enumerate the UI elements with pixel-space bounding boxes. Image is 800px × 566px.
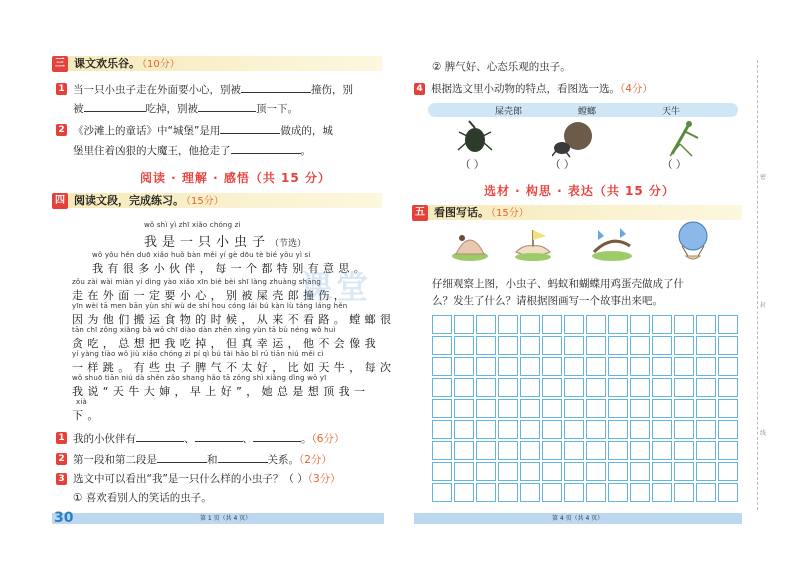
grid-cell[interactable]: [520, 420, 540, 439]
grid-cell[interactable]: [432, 315, 452, 334]
grid-cell[interactable]: [498, 462, 518, 481]
grid-cell[interactable]: [498, 357, 518, 376]
grid-cell[interactable]: [674, 378, 694, 397]
grid-cell[interactable]: [564, 399, 584, 418]
grid-cell[interactable]: [608, 357, 628, 376]
grid-cell[interactable]: [454, 399, 474, 418]
passage-line-5: 一样跳。有些虫子脾气不太好，比如天牛，每次: [72, 361, 396, 374]
grid-cell[interactable]: [564, 378, 584, 397]
grid-cell[interactable]: [476, 357, 496, 376]
seal-char-1: 密: [760, 174, 767, 181]
q1-line1: 当一只小虫子走在外面要小心，别被 撞伤，别: [73, 84, 353, 96]
grid-cell[interactable]: [674, 399, 694, 418]
section-4-title: 阅读文段，完成练习。 （15分）: [74, 194, 224, 207]
grid-cell[interactable]: [696, 462, 716, 481]
q2-number: 2: [56, 124, 67, 136]
grid-cell[interactable]: [564, 357, 584, 376]
grid-cell[interactable]: [630, 483, 650, 502]
watermark: 课堂: [300, 268, 373, 306]
grid-cell[interactable]: [432, 336, 452, 355]
section-5-title: 看图写话。 （15分）: [434, 206, 529, 219]
q4-1-blank-1[interactable]: [136, 431, 184, 442]
grid-cell[interactable]: [564, 420, 584, 439]
dung-beetle-image: [552, 118, 598, 158]
grid-cell[interactable]: [520, 336, 540, 355]
section-4-badge: 四: [52, 193, 68, 209]
grid-cell[interactable]: [674, 483, 694, 502]
grid-cell[interactable]: [608, 441, 628, 460]
beetle-image: [455, 120, 495, 156]
grid-cell[interactable]: [586, 483, 606, 502]
grid-cell[interactable]: [498, 378, 518, 397]
grid-cell[interactable]: [696, 441, 716, 460]
grid-cell[interactable]: [454, 441, 474, 460]
grid-cell[interactable]: [630, 420, 650, 439]
grid-cell[interactable]: [542, 483, 562, 502]
grid-cell[interactable]: [608, 315, 628, 334]
grid-cell[interactable]: [652, 420, 672, 439]
grid-cell[interactable]: [542, 420, 562, 439]
writing-grid[interactable]: [432, 315, 743, 505]
grid-cell[interactable]: [718, 420, 738, 439]
q1-number: 1: [56, 83, 67, 95]
grid-cell[interactable]: [454, 462, 474, 481]
answer-paren-1[interactable]: （ ）: [460, 159, 485, 171]
grid-cell[interactable]: [696, 483, 716, 502]
grid-cell[interactable]: [652, 441, 672, 460]
grid-cell[interactable]: [432, 378, 452, 397]
grid-cell[interactable]: [432, 420, 452, 439]
grid-cell[interactable]: [520, 357, 540, 376]
grid-cell[interactable]: [454, 357, 474, 376]
q2-line1: 《沙滩上的童话》中“城堡”是用 做成的，城: [73, 125, 333, 137]
grid-cell[interactable]: [476, 399, 496, 418]
grid-cell[interactable]: [520, 315, 540, 334]
grid-cell[interactable]: [498, 336, 518, 355]
writing-prompt-line-2: 么？发生了什么？请根据图画写一个故事出来吧。: [432, 295, 663, 307]
grid-cell[interactable]: [520, 378, 540, 397]
passage-pinyin-6: wǒ shuō tiān niú dà shěn zǎo shang hǎo tā zǒng shì xiǎng dǐng wǒ yī: [72, 374, 327, 382]
grid-cell[interactable]: [454, 315, 474, 334]
q4-1-blank-3[interactable]: [253, 431, 301, 442]
egg-shell-image-1: [450, 226, 490, 262]
animal-name-3: 天牛: [662, 107, 681, 117]
grid-cell[interactable]: [542, 462, 562, 481]
grid-cell[interactable]: [674, 315, 694, 334]
grid-cell[interactable]: [498, 399, 518, 418]
q2-blank-2[interactable]: [231, 143, 301, 154]
egg-shell-image-3: [590, 224, 634, 262]
grid-cell[interactable]: [498, 420, 518, 439]
grid-cell[interactable]: [476, 336, 496, 355]
egg-shell-image-2: [512, 226, 554, 262]
option-2[interactable]: ② 脾气好、心态乐观的虫子。: [432, 61, 571, 73]
grid-cell[interactable]: [432, 462, 452, 481]
grid-cell[interactable]: [630, 357, 650, 376]
grid-cell[interactable]: [630, 462, 650, 481]
grid-cell[interactable]: [520, 462, 540, 481]
seal-line: [757, 60, 759, 510]
passage-line-6: 我说“天牛大婶，早上好”，她总是想顶我一: [72, 385, 370, 398]
grid-cell[interactable]: [718, 336, 738, 355]
grid-cell[interactable]: [586, 462, 606, 481]
seal-char-2: 封: [760, 302, 767, 309]
grid-cell[interactable]: [454, 420, 474, 439]
grid-cell[interactable]: [432, 399, 452, 418]
q1-blank-2[interactable]: [84, 101, 146, 112]
answer-paren-2[interactable]: （ ）: [550, 159, 575, 171]
passage-line-4: 贪吃，总想把我吃掉，但真幸运，他不会像我: [72, 337, 380, 350]
grid-cell[interactable]: [586, 399, 606, 418]
grid-cell[interactable]: [608, 399, 628, 418]
passage-line-7: 下。: [72, 409, 103, 422]
grid-cell[interactable]: [498, 441, 518, 460]
grid-cell[interactable]: [652, 462, 672, 481]
option-1[interactable]: ① 喜欢看别人的笑话的虫子。: [73, 492, 212, 504]
q4-text: 根据选文里小动物的特点，看图选一选。（4分）: [431, 83, 653, 95]
passage-pinyin-3: yīn wèi tā men bān yùn shí wù de shí hou cóng lái bú kàn lù táng láng hěn: [72, 302, 348, 310]
grid-cell[interactable]: [498, 315, 518, 334]
grid-cell[interactable]: [542, 378, 562, 397]
grid-cell[interactable]: [454, 483, 474, 502]
grid-cell[interactable]: [432, 483, 452, 502]
grid-cell[interactable]: [520, 483, 540, 502]
grid-cell[interactable]: [520, 441, 540, 460]
grid-cell[interactable]: [586, 420, 606, 439]
grid-cell[interactable]: [564, 441, 584, 460]
answer-paren-3[interactable]: （ ）: [662, 159, 687, 171]
q4-3-text: 选文中可以看出“我”是一只什么样的小虫子？（ ）（3分）: [73, 473, 341, 485]
grid-cell[interactable]: [542, 399, 562, 418]
grid-cell[interactable]: [630, 336, 650, 355]
grid-cell[interactable]: [718, 441, 738, 460]
grid-cell[interactable]: [564, 315, 584, 334]
q4-2-blank-2[interactable]: [218, 452, 268, 463]
passage-pinyin-5: yí yàng tiào wǒ jiù xiǎo chóng zi pí qì bú tài hǎo bǐ rú tiān niú měi cì: [72, 350, 324, 358]
q4-2-number: 2: [56, 453, 67, 465]
q1-blank-1[interactable]: [241, 82, 311, 93]
grid-cell[interactable]: [520, 399, 540, 418]
passage-pinyin-4: tān chī zǒng xiǎng bǎ wǒ chī diào dàn zhēn xìng yùn tā bù néng wǒ huì: [72, 326, 336, 334]
grid-cell[interactable]: [652, 483, 672, 502]
grid-cell[interactable]: [564, 483, 584, 502]
grid-cell[interactable]: [630, 399, 650, 418]
grid-cell[interactable]: [718, 399, 738, 418]
grid-cell[interactable]: [674, 441, 694, 460]
grid-cell[interactable]: [432, 441, 452, 460]
mantis-image: [664, 116, 704, 160]
q1-blank-3[interactable]: [198, 101, 256, 112]
grid-cell[interactable]: [608, 462, 628, 481]
grid-cell[interactable]: [586, 315, 606, 334]
grid-cell[interactable]: [674, 420, 694, 439]
passage-pinyin-2: zǒu zài wài miàn yí dìng yào xiǎo xīn bié bèi shī làng zhuàng shāng: [72, 278, 322, 286]
section-3-badge: 三: [52, 56, 68, 72]
left-footer-text: 第 1 页（共 4 页）: [200, 515, 252, 522]
writing-prompt-line-1: 仔细观察上图，小虫子、蚂蚁和蝴蝶用鸡蛋壳做成了什: [432, 278, 684, 290]
grid-cell[interactable]: [674, 336, 694, 355]
grid-cell[interactable]: [608, 420, 628, 439]
grid-cell[interactable]: [652, 378, 672, 397]
grid-cell[interactable]: [608, 483, 628, 502]
grid-cell[interactable]: [718, 483, 738, 502]
grid-cell[interactable]: [476, 462, 496, 481]
passage-pinyin-7: xià: [76, 398, 87, 406]
grid-cell[interactable]: [542, 315, 562, 334]
grid-cell[interactable]: [718, 315, 738, 334]
grid-cell[interactable]: [586, 357, 606, 376]
passage-pinyin-1: wǒ yǒu hěn duō xiǎo huǒ bàn měi yí gè dōu tè bié yǒu yì si: [92, 251, 311, 259]
q1-line2: 被 吃掉，别被 顶一下。: [73, 103, 298, 115]
grid-cell[interactable]: [454, 336, 474, 355]
grid-cell[interactable]: [542, 336, 562, 355]
grid-cell[interactable]: [696, 399, 716, 418]
grid-cell[interactable]: [696, 357, 716, 376]
grid-cell[interactable]: [652, 336, 672, 355]
grid-cell[interactable]: [586, 378, 606, 397]
grid-cell[interactable]: [608, 336, 628, 355]
grid-cell[interactable]: [696, 315, 716, 334]
q4-3-number: 3: [56, 473, 67, 485]
q4-1-number: 1: [56, 432, 67, 444]
animal-name-2: 螳螂: [578, 107, 597, 117]
grid-cell[interactable]: [652, 357, 672, 376]
grid-cell[interactable]: [476, 483, 496, 502]
q2-line2: 堡里住着凶狠的大魔王，他抢走了 。: [73, 145, 311, 157]
grid-cell[interactable]: [630, 378, 650, 397]
grid-cell[interactable]: [696, 420, 716, 439]
grid-cell[interactable]: [476, 315, 496, 334]
grid-cell[interactable]: [454, 378, 474, 397]
passage-line-1: 我有很多小伙伴，每一个都特别有意思。: [92, 262, 370, 275]
grid-cell[interactable]: [586, 441, 606, 460]
grid-cell[interactable]: [696, 336, 716, 355]
right-page: [400, 0, 800, 566]
q4-1-text: 我的小伙伴有 、 、 。（6分）: [73, 433, 345, 445]
grid-cell[interactable]: [542, 357, 562, 376]
grid-cell[interactable]: [498, 483, 518, 502]
q4-2-text: 第一段和第二段是 和 关系。（2分）: [73, 454, 332, 466]
grid-cell[interactable]: [542, 441, 562, 460]
egg-shell-image-4: [672, 220, 714, 264]
grid-cell[interactable]: [564, 462, 584, 481]
animal-name-1: 屎壳郎: [495, 107, 523, 117]
passage-title: 我是一只小虫子（节选）: [144, 235, 307, 250]
grid-cell[interactable]: [718, 462, 738, 481]
section-3-title: 课文欢乐谷。 （10分）: [74, 57, 180, 70]
grid-cell[interactable]: [630, 315, 650, 334]
passage-line-2: 走在外面一定要小心，别被屎壳郎撞伤，: [72, 289, 350, 302]
grid-cell[interactable]: [652, 399, 672, 418]
section-5-badge: 五: [412, 205, 428, 221]
seal-char-3: 线: [760, 430, 767, 437]
grid-cell[interactable]: [476, 441, 496, 460]
grid-cell[interactable]: [608, 378, 628, 397]
grid-cell[interactable]: [674, 462, 694, 481]
q4-2-blank-1[interactable]: [157, 452, 207, 463]
grid-cell[interactable]: [476, 420, 496, 439]
q4-number: 4: [414, 83, 425, 95]
grid-cell[interactable]: [696, 378, 716, 397]
stage-heading-reading: 阅读 · 理解 · 感悟（共 15 分）: [140, 171, 331, 185]
grid-cell[interactable]: [432, 357, 452, 376]
q2-blank-1[interactable]: [220, 123, 280, 134]
grid-cell[interactable]: [630, 441, 650, 460]
page-number: 30: [54, 510, 74, 526]
q4-1-blank-2[interactable]: [195, 431, 243, 442]
grid-cell[interactable]: [586, 336, 606, 355]
right-footer-text: 第 4 页（共 4 页）: [552, 515, 604, 522]
passage-title-pinyin: wǒ shì yì zhī xiǎo chóng zi: [144, 221, 241, 229]
grid-cell[interactable]: [718, 357, 738, 376]
grid-cell[interactable]: [674, 357, 694, 376]
stage-heading-writing: 选材 · 构思 · 表达（共 15 分）: [484, 184, 675, 198]
passage-line-3: 因为他们搬运食物的时候，从来不看路。螳螂很: [72, 313, 396, 326]
grid-cell[interactable]: [718, 378, 738, 397]
grid-cell[interactable]: [564, 336, 584, 355]
grid-cell[interactable]: [476, 378, 496, 397]
grid-cell[interactable]: [652, 315, 672, 334]
